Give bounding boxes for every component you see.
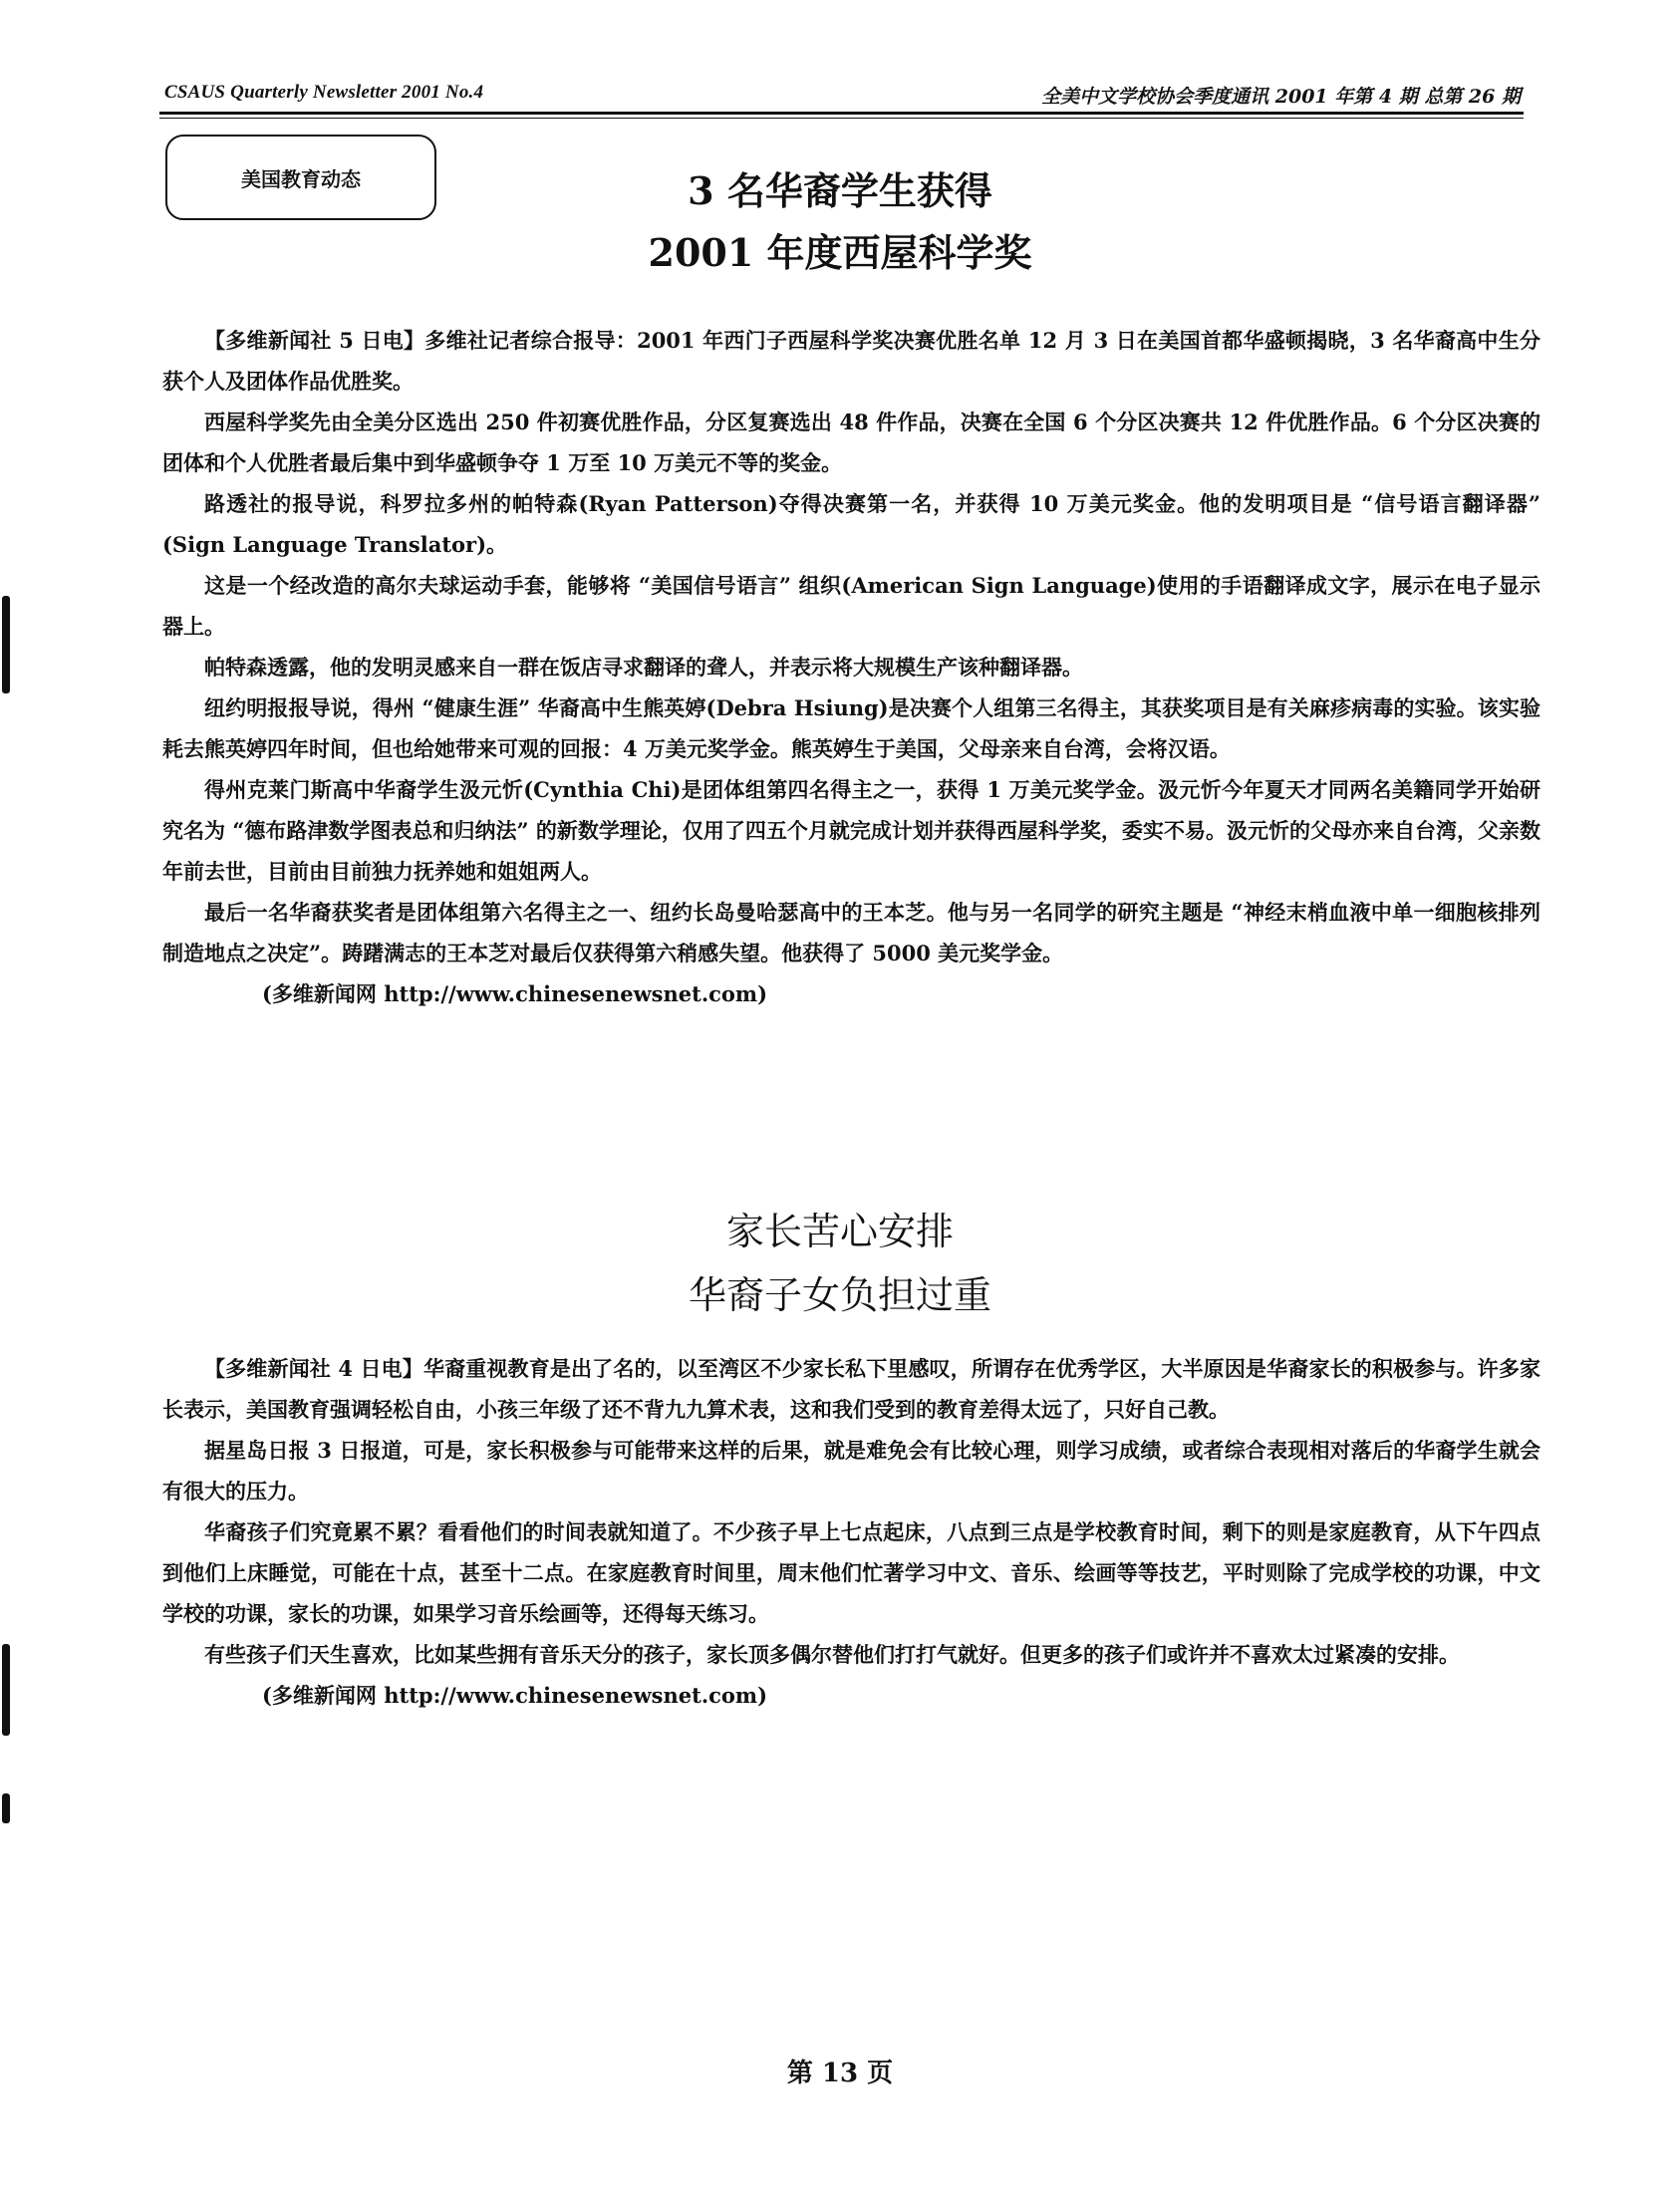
article1-paragraph: 得州克莱门斯高中华裔学生汲元忻(Cynthia Chi)是团体组第四名得主之一，获得 1 万美元奖学金。汲元忻今年夏天才同两名美籍同学开始研究名为 “德布路津数学图表总和归纳法” 的新数学理论，仅用了四五个月就完成计划并获得西屋科学奖，委实不易。汲元忻的父母亦来自台湾，父亲数年前去世，目前由目前独力抚养她和姐姐两人。 xyxy=(162,777,1540,884)
article2-paragraph: 有些孩子们天生喜欢，比如某些拥有音乐天分的孩子，家长顶多偶尔替他们打打气就好。但更多的孩子们或许并不喜欢太过紧凑的安排。 xyxy=(204,1642,1460,1667)
article2-paragraph: 【多维新闻社 4 日电】华裔重视教育是出了名的，以至湾区不少家长私下里感叹，所谓存在优秀学区，大半原因是华裔家长的积极参与。许多家长表示，美国教育强调轻松自由，小孩三年级了还不背九九算术表，这和我们受到的教育差得太远了，只好自己教。 xyxy=(162,1356,1540,1422)
header-rule-thin xyxy=(159,118,1524,119)
article1-body xyxy=(162,320,1540,1014)
article1-paragraph: 帕特森透露，他的发明灵感来自一群在饭店寻求翻译的聋人，并表示将大规模生产该种翻译器。 xyxy=(204,655,1083,680)
article1-paragraph: 纽约明报报导说，得州 “健康生涯” 华裔高中生熊英婷(Debra Hsiung)是决赛个人组第三名得主，其获奖项目是有关麻疹病毒的实验。该实验耗去熊英婷四年时间，但也给她带来可观的回报：4 万美元奖学金。熊英婷生于美国，父母亲来自台湾，会将汉语。 xyxy=(162,695,1540,761)
article2-body xyxy=(162,1348,1540,1716)
article1-title-line2: 2001 年度西屋科学奖 xyxy=(648,230,1032,275)
article2-title-line2: 华裔子女负担过重 xyxy=(688,1273,991,1317)
article2-source: (多维新闻网 http://www.chinesenewsnet.com) xyxy=(262,1683,768,1708)
article1-paragraph: 路透社的报导说，科罗拉多州的帕特森(Ryan Patterson)夺得决赛第一名，并获得 10 万美元奖金。他的发明项目是 “信号语言翻译器” (Sign Language Translator)。 xyxy=(162,491,1540,557)
article1-paragraph: 最后一名华裔获奖者是团体组第六名得主之一、纽约长岛曼哈瑟高中的王本芝。他与另一名同学的研究主题是 “神经末梢血液中单一细胞核排列制造地点之决定”。踌躇满志的王本芝对最后仅获得第六稍感失望。他获得了 5000 美元奖学金。 xyxy=(162,900,1540,965)
article1-source: (多维新闻网 http://www.chinesenewsnet.com) xyxy=(262,981,768,1006)
section-label: 美国教育动态 xyxy=(241,166,361,191)
scan-artifact xyxy=(2,596,10,693)
article1-paragraph: 西屋科学奖先由全美分区选出 250 件初赛优胜作品，分区复赛选出 48 件作品，决赛在全国 6 个分区决赛共 12 件优胜作品。6 个分区决赛的团体和个人优胜者最后集中到华盛顿争夺 1 万至 10 万美元不等的奖金。 xyxy=(162,410,1540,475)
header-rule xyxy=(159,112,1524,115)
article2-title-line1: 家长苦心安排 xyxy=(725,1210,954,1253)
article1-paragraph: 【多维新闻社 5 日电】多维社记者综合报导：2001 年西门子西屋科学奖决赛优胜名单 12 月 3 日在美国首都华盛顿揭晓，3 名华裔高中生分获个人及团体作品优胜奖。 xyxy=(162,328,1540,394)
scan-artifact xyxy=(2,1793,10,1823)
page-number: 第 13 页 xyxy=(786,2058,894,2088)
newsletter-header-left: CSAUS Quarterly Newsletter 2001 No.4 xyxy=(164,82,484,103)
scan-artifact xyxy=(2,1644,10,1736)
article2-paragraph: 华裔孩子们究竟累不累？看看他们的时间表就知道了。不少孩子早上七点起床，八点到三点是学校教育时间，剩下的则是家庭教育，从下午四点到他们上床睡觉，可能在十点，甚至十二点。在家庭教育时间里，周末他们忙著学习中文、音乐、绘画等等技艺，平时则除了完成学校的功课，中文学校的功课，家长的功课，如果学习音乐绘画等，还得每天练习。 xyxy=(162,1519,1540,1626)
newsletter-header-right: 全美中文学校协会季度通讯 2001 年第 4 期 总第 26 期 xyxy=(1041,86,1521,108)
article1-title-line1: 3 名华裔学生获得 xyxy=(688,168,992,213)
article2-paragraph: 据星岛日报 3 日报道，可是，家长积极参与可能带来这样的后果，就是难免会有比较心理，则学习成绩，或者综合表现相对落后的华裔学生就会有很大的压力。 xyxy=(162,1438,1540,1504)
article1-paragraph: 这是一个经改造的高尔夫球运动手套，能够将 “美国信号语言” 组织(American Sign Language)使用的手语翻译成文字，展示在电子显示器上。 xyxy=(162,573,1540,639)
